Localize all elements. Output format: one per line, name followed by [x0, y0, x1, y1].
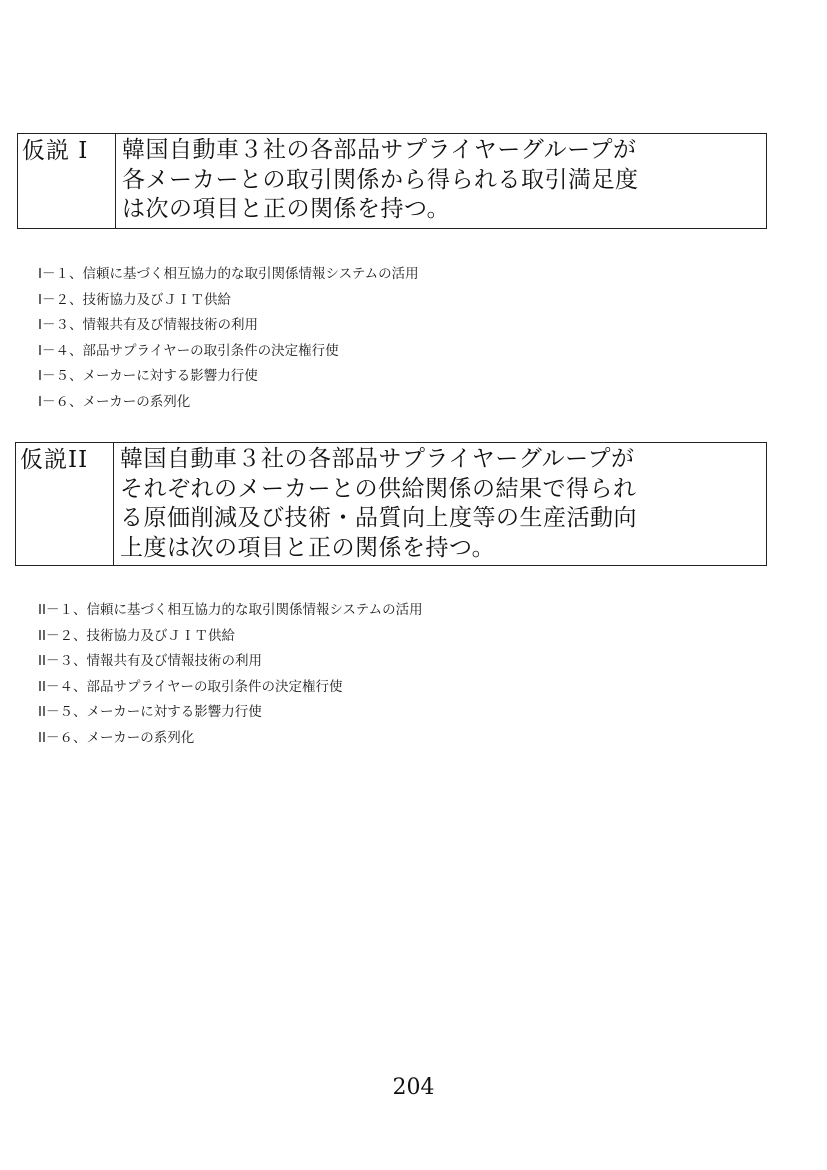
hypothesis-2-items: [38, 598, 423, 751]
hypothesis-2-text: [114, 443, 766, 565]
hypothesis-1-line: 韓国自動車３社の各部品サプライヤーグループが: [122, 137, 637, 163]
page-number: 204: [392, 1075, 435, 1100]
hypothesis-2-line: る原価削減及び技術・品質向上度等の生産活動向: [120, 505, 637, 531]
hypothesis-2-label: 仮説II: [16, 443, 114, 565]
list-item: I－１、信頼に基づく相互協力的な取引関係情報システムの活用: [38, 266, 419, 282]
list-item: II－５、メーカーに対する影響力行使: [38, 704, 262, 720]
list-item: I－４、部品サプライヤーの取引条件の決定権行使: [38, 342, 339, 359]
hypothesis-1-box: [17, 133, 767, 229]
list-item: I－５、メーカーに対する影響力行使: [38, 368, 258, 384]
hypothesis-1-text: [116, 134, 766, 228]
hypothesis-1-label: 仮説 I: [18, 134, 116, 228]
hypothesis-1-items: [38, 262, 419, 415]
list-item: II－６、メーカーの系列化: [38, 729, 195, 746]
hypothesis-1-line: は次の項目と正の関係を持つ。: [122, 196, 451, 222]
hypothesis-2-line: 韓国自動車３社の各部品サプライヤーグループが: [120, 446, 635, 472]
hypothesis-2-line: 上度は次の項目と正の関係を持つ。: [120, 534, 496, 561]
list-item: II－３、情報共有及び情報技術の利用: [38, 653, 262, 669]
hypothesis-2-box: [15, 442, 767, 566]
hypothesis-2-line: それぞれのメーカーとの供給関係の結果で得られ: [120, 475, 637, 502]
list-item: I－２、技術協力及びＪＩＴ供給: [38, 291, 231, 308]
list-item: I－６、メーカーの系列化: [38, 393, 191, 410]
list-item: II－４、部品サプライヤーの取引条件の決定権行使: [38, 678, 343, 695]
list-item: II－２、技術協力及びＪＩＴ供給: [38, 627, 235, 644]
list-item: II－１、信頼に基づく相互協力的な取引関係情報システムの活用: [38, 602, 423, 618]
hypothesis-1-line: 各メーカーとの取引関係から得られる取引満足度: [122, 166, 639, 193]
list-item: I－３、情報共有及び情報技術の利用: [38, 317, 258, 333]
